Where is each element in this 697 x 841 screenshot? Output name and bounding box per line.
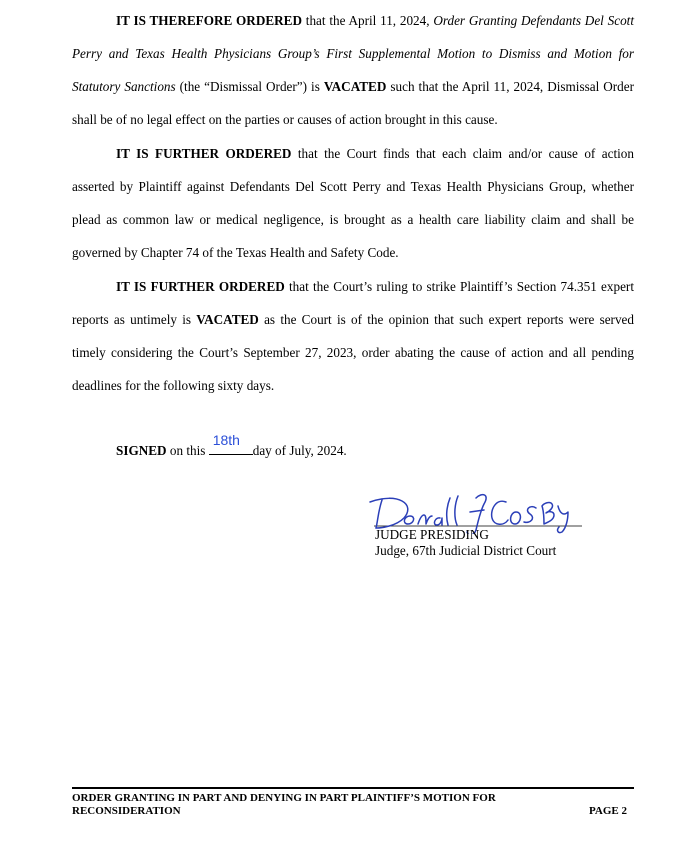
signed-day-blank [209, 432, 253, 455]
order-paragraph-expert-reports [72, 270, 634, 402]
vacated-emphasis: VACATED [323, 79, 387, 94]
paragraph-text: (the “Dismissal Order”) is [175, 79, 324, 94]
paragraph-text: that the Court’s ruling to strike Plaintiff’s Section 74.351 expert reports as untimely is [72, 279, 634, 327]
order-paragraph-vacate-dismissal [72, 4, 634, 136]
signed-text: on this [166, 443, 209, 458]
paragraph-text: such that the April 11, 2024, Dismissal Order shall be of no legal effect on the parties or causes of action brought in this cause. [72, 79, 634, 127]
paragraph-lead: IT IS FURTHER ORDERED [116, 146, 292, 161]
signed-text: day of July, 2024. [252, 443, 347, 458]
judge-signature-block [375, 527, 556, 559]
paragraph-lead: IT IS THEREFORE ORDERED [116, 13, 302, 28]
paragraph-text: as the Court is of the opinion that such expert reports were served timely considering the Court’s September 27, 2023, order abating the cause of action and all pending deadlines for the following sixty days. [72, 312, 634, 393]
footer-page-number: PAGE 2 [589, 805, 627, 817]
order-paragraph-health-care-claim [72, 137, 634, 269]
paragraph-text: that the Court finds that each claim and/or cause of action asserted by Plaintiff against Defendants Del Scott Perry and Texas Health Physicians Group, whether plead as common law or medical negligence, is brought as a health care liability claim and shall be governed by Chapter 74 of the Texas Health and Safety Code. [72, 146, 634, 260]
vacated-emphasis: VACATED [196, 312, 259, 327]
signed-lead: SIGNED [116, 443, 167, 458]
paragraph-lead: IT IS FURTHER ORDERED [116, 279, 285, 294]
order-title-italic: Order Granting Defendants Del Scott Perry and Texas Health Physicians Group’s First Supplemental Motion to Dismiss and Motion for Statutory Sanctions [72, 13, 634, 94]
judge-court-label: Judge, 67th Judicial District Court [375, 543, 557, 558]
footer-document-title: ORDER GRANTING IN PART AND DENYING IN PART PLAINTIFF’S MOTION FOR RECONSIDERATION [72, 792, 496, 817]
judge-presiding-label: JUDGE PRESIDING [375, 527, 489, 542]
footer-divider [72, 787, 634, 789]
signed-line [116, 432, 347, 461]
signed-day-value: 18th [212, 432, 240, 448]
paragraph-text: that the April 11, 2024, [302, 13, 434, 28]
